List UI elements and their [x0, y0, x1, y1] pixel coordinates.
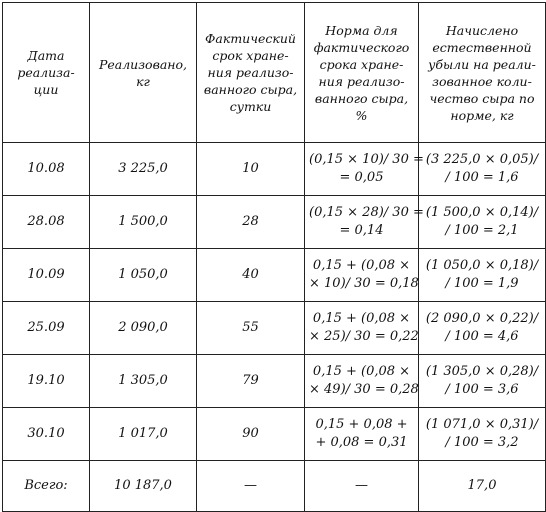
table-row [3, 408, 546, 461]
cell-sold: 3 225,0 [90, 143, 197, 196]
table-row [3, 196, 546, 249]
total-label: Всего: [3, 461, 90, 512]
cell-norm: 0,15 + (0,08 × × 10)/ 30 = 0,18 [305, 249, 419, 302]
cell-date: 25.09 [3, 302, 90, 355]
cell-norm: (0,15 × 10)/ 30 = = 0,05 [305, 143, 419, 196]
total-days: — [197, 461, 305, 512]
header-loss: Начислено естественной убыли на реали- зованное коли- чество сыра по норме, кг [419, 3, 546, 143]
cell-date: 10.09 [3, 249, 90, 302]
cell-norm: 0,15 + 0,08 + + 0,08 = 0,31 [305, 408, 419, 461]
table-row [3, 355, 546, 408]
table-row [3, 302, 546, 355]
total-sold: 10 187,0 [90, 461, 197, 512]
cell-days: 10 [197, 143, 305, 196]
cell-days: 28 [197, 196, 305, 249]
cell-sold: 1 305,0 [90, 355, 197, 408]
cell-sold: 1 050,0 [90, 249, 197, 302]
total-norm: — [305, 461, 419, 512]
cell-norm: 0,15 + (0,08 × × 25)/ 30 = 0,22 [305, 302, 419, 355]
total-row [3, 461, 546, 512]
header-date: Дата реализа- ции [3, 3, 90, 143]
table-row [3, 249, 546, 302]
cell-loss: (1 305,0 × 0,28)/ / 100 = 3,6 [419, 355, 546, 408]
cell-loss: (1 500,0 × 0,14)/ / 100 = 2,1 [419, 196, 546, 249]
header-row [3, 3, 546, 143]
cell-loss: (3 225,0 × 0,05)/ / 100 = 1,6 [419, 143, 546, 196]
cell-date: 19.10 [3, 355, 90, 408]
cell-sold: 1 500,0 [90, 196, 197, 249]
cell-loss: (1 050,0 × 0,18)/ / 100 = 1,9 [419, 249, 546, 302]
total-loss: 17,0 [419, 461, 546, 512]
cell-sold: 2 090,0 [90, 302, 197, 355]
table-row [3, 143, 546, 196]
cell-days: 90 [197, 408, 305, 461]
cell-norm: 0,15 + (0,08 × × 49)/ 30 = 0,28 [305, 355, 419, 408]
cell-loss: (1 071,0 × 0,31)/ / 100 = 3,2 [419, 408, 546, 461]
header-norm: Норма для фактического срока хране- ния реализо- ванного сыра, % [305, 3, 419, 143]
cell-date: 10.08 [3, 143, 90, 196]
cell-days: 55 [197, 302, 305, 355]
cell-sold: 1 017,0 [90, 408, 197, 461]
cell-days: 40 [197, 249, 305, 302]
cheese-loss-table [2, 2, 546, 512]
cell-days: 79 [197, 355, 305, 408]
header-sold: Реализовано, кг [90, 3, 197, 143]
cell-loss: (2 090,0 × 0,22)/ / 100 = 4,6 [419, 302, 546, 355]
cell-norm: (0,15 × 28)/ 30 = = 0,14 [305, 196, 419, 249]
header-storage-days: Фактический срок хране- ния реализо- ванного сыра, сутки [197, 3, 305, 143]
cell-date: 28.08 [3, 196, 90, 249]
cell-date: 30.10 [3, 408, 90, 461]
